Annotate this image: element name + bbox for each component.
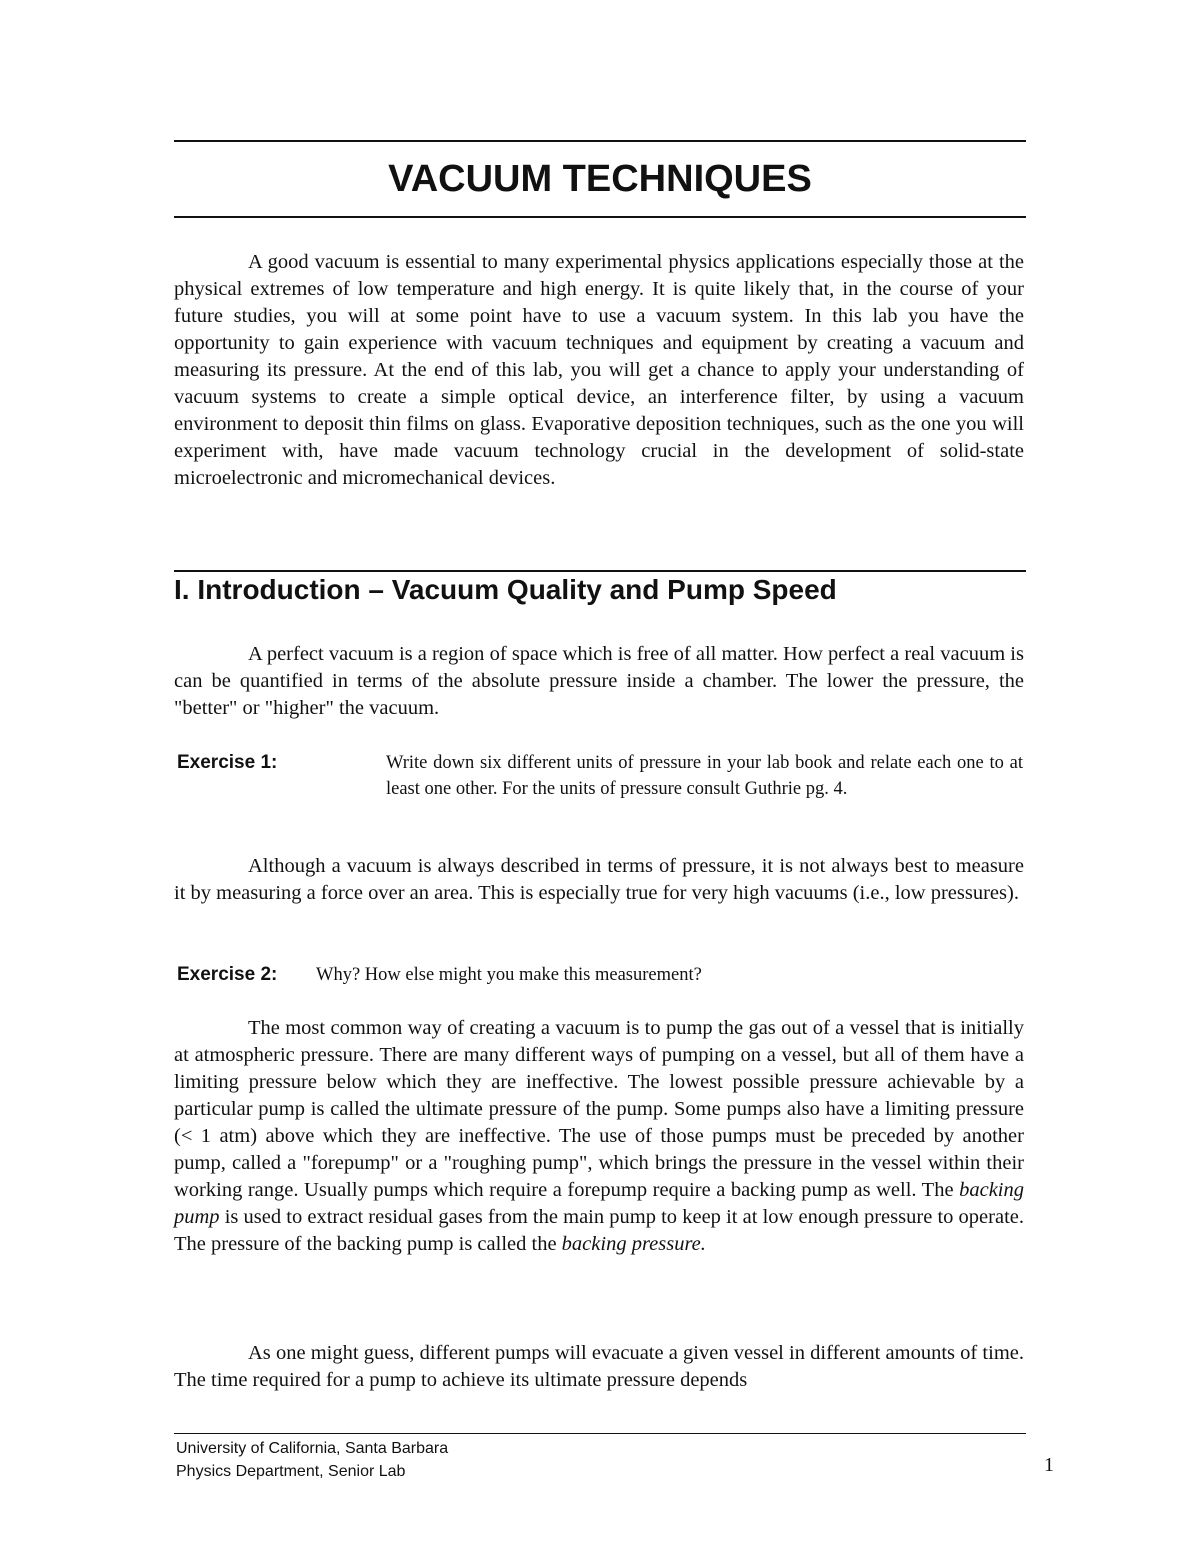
backing-pressure-term: backing pressure. — [561, 1233, 706, 1255]
section-paragraph-1: A perfect vacuum is a region of space which is free of all matter. How perfect a real vacuum is can be quantified in terms of the absolute pressure inside a chamber. The lower the pressure, the "better" or "higher" the vacuum. — [174, 643, 1024, 719]
exercise-2-text: Why? How else might you make this measurement? — [316, 965, 702, 985]
section-paragraph-4: As one might guess, different pumps will evacuate a given vessel in different amounts of time. The time required for a pump to achieve its ultimate pressure depends — [174, 1342, 1024, 1391]
exercise-1-text: Write down six different units of pressure in your lab book and relate each one to at least one other. For the units of pressure consult Guthrie pg. 4. — [386, 753, 1023, 799]
footer-rule — [174, 1433, 1026, 1434]
page-title: VACUUM TECHNIQUES — [388, 158, 812, 200]
paragraph-3-text-a: The most common way of creating a vacuum is to pump the gas out of a vessel that is initially at atmospheric pressure. There are many different ways of pumping on a vessel, but all of them have a limiting pressure below which they are ineffective. The lowest possible pressure achievable by a particular pump is called the ultimate pressure of the pump. Some pumps also have a limiting pressure (< 1 atm) above which they are ineffective. The use of those pumps must be preceded by another pump, called a "forepump" or a "roughing pump", which brings the pressure in the vessel within their working range. Usually pumps which require a forepump require a backing pump as well. The — [174, 1017, 1024, 1201]
section-paragraph-3 — [174, 1015, 1024, 1258]
title-bottom-rule — [174, 216, 1026, 218]
intro-paragraph: A good vacuum is essential to many experimental physics applications especially those at the physical extremes of low temperature and high energy. It is quite likely that, in the course of your future studies, you will at some point have to use a vacuum system. In this lab you have the opportunity to gain experience with vacuum techniques and equipment by creating a vacuum and measuring its pressure. At the end of this lab, you will get a chance to apply your understanding of vacuum systems to create a simple optical device, an interference filter, by using a vacuum environment to deposit thin films on glass. Evaporative deposition techniques, such as the one you will experiment with, have made vacuum technology crucial in the development of solid-state microelectronic and micromechanical devices. — [174, 251, 1024, 489]
exercise-1-label: Exercise 1: — [177, 752, 278, 773]
footer-department: Physics Department, Senior Lab — [176, 1463, 406, 1480]
section-heading: I. Introduction – Vacuum Quality and Pump Speed — [174, 574, 837, 605]
footer-institution: University of California, Santa Barbara — [176, 1440, 449, 1457]
section-top-rule — [174, 570, 1026, 572]
title-top-rule — [174, 140, 1026, 142]
paragraph-3-text-b: is used to extract residual gases from the main pump to keep it at low enough pressure to operate. The pressure of the backing pump is called the — [174, 1206, 1024, 1255]
exercise-2-label: Exercise 2: — [177, 964, 278, 985]
section-paragraph-2: Although a vacuum is always described in terms of pressure, it is not always best to measure it by measuring a force over an area. This is especially true for very high vacuums (i.e., low pressures). — [174, 855, 1024, 904]
page-number: 1 — [1044, 1454, 1054, 1476]
backing-pump-term: backing pump — [174, 1179, 1024, 1228]
